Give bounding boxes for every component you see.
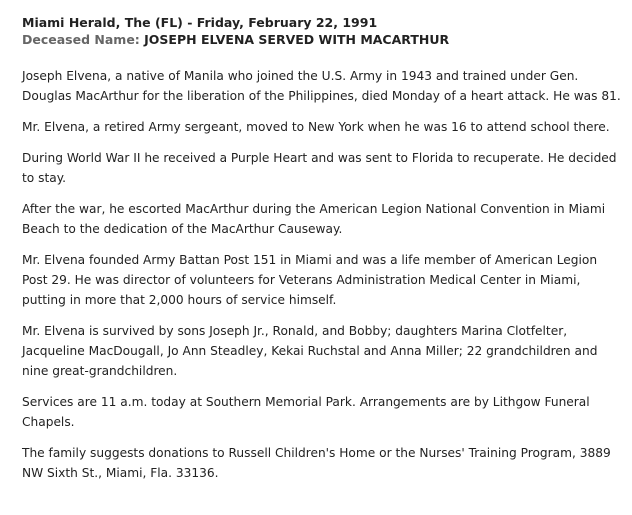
article-paragraph: The family suggests donations to Russell Children's Home or the Nurses' Training Program, 3889 NW Sixth St., Miami, Fla. 33136. [22,446,611,480]
publication-source: Miami Herald, The (FL) - Friday, February 22, 1991 [22,15,378,30]
deceased-name-value: JOSEPH ELVENA SERVED WITH MACARTHUR [144,32,450,47]
article-paragraph: During World War II he received a Purple Heart and was sent to Florida to recuperate. He decided to stay. [22,151,617,185]
article-paragraph: Services are 11 a.m. today at Southern Memorial Park. Arrangements are by Lithgow Funeral Chapels. [22,395,590,429]
article-paragraph: Mr. Elvena, a retired Army sergeant, moved to New York when he was 16 to attend school there. [22,120,610,134]
article-paragraph: Mr. Elvena is survived by sons Joseph Jr., Ronald, and Bobby; daughters Marina Clotfelter, Jacqueline MacDougall, Jo Ann Steadley, Kekai Ruchstal and Anna Miller; 22 grandchildren and nine great-grandchildren. [22,324,598,378]
article-paragraph: Mr. Elvena founded Army Battan Post 151 in Miami and was a life member of American Legion Post 29. He was director of volunteers for Veterans Administration Medical Center in Miami, putting in more that 2,000 hours of service himself. [22,253,598,307]
article-paragraph: After the war, he escorted MacArthur during the American Legion National Convention in Miami Beach to the dedication of the MacArthur Causeway. [22,202,606,236]
article-body [22,66,622,483]
article-paragraph: Joseph Elvena, a native of Manila who joined the U.S. Army in 1943 and trained under Gen. Douglas MacArthur for the liberation of the Philippines, died Monday of a heart attack. He was 81. [22,69,621,103]
deceased-name-line [22,31,622,48]
deceased-name-label: Deceased Name: [22,32,140,47]
